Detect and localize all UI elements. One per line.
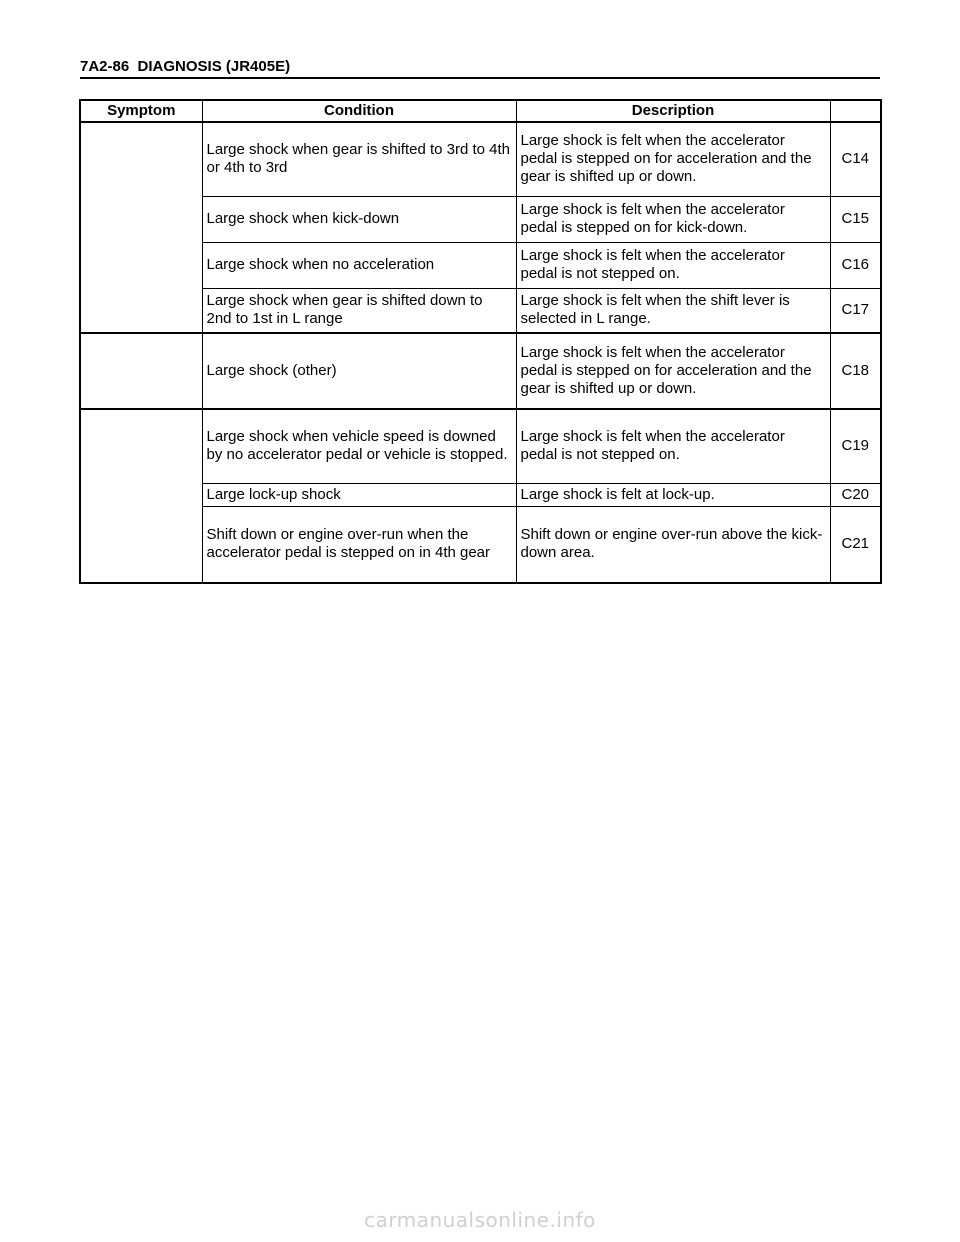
symptom-cell	[80, 409, 202, 583]
condition-cell: Large shock when gear is shifted to 3rd to 4th or 4th to 3rd	[202, 122, 516, 196]
description-cell: Large shock is felt when the accelerator pedal is not stepped on.	[516, 242, 830, 288]
code-cell: C21	[830, 506, 881, 583]
code-cell: C20	[830, 483, 881, 506]
code-cell: C16	[830, 242, 881, 288]
code-cell: C15	[830, 196, 881, 242]
description-cell: Large shock is felt when the accelerator pedal is stepped on for acceleration and the gear is shifted up or down.	[516, 122, 830, 196]
code-cell: C17	[830, 288, 881, 333]
condition-cell: Large shock when vehicle speed is downed by no accelerator pedal or vehicle is stopped.	[202, 409, 516, 483]
description-cell: Large shock is felt at lock-up.	[516, 483, 830, 506]
table-row	[80, 333, 881, 409]
column-header-condition: Condition	[202, 100, 516, 122]
column-header-symptom: Symptom	[80, 100, 202, 122]
table-row	[80, 409, 881, 483]
site-watermark: carmanualsonline.info	[364, 1208, 596, 1232]
description-cell: Shift down or engine over-run above the kick-down area.	[516, 506, 830, 583]
column-header-description: Description	[516, 100, 830, 122]
condition-cell: Large lock-up shock	[202, 483, 516, 506]
symptom-cell	[80, 122, 202, 333]
symptom-cell	[80, 333, 202, 409]
condition-cell: Large shock (other)	[202, 333, 516, 409]
code-cell: C14	[830, 122, 881, 196]
condition-cell: Large shock when kick-down	[202, 196, 516, 242]
description-cell: Large shock is felt when the shift lever is selected in L range.	[516, 288, 830, 333]
diagnosis-table	[79, 99, 882, 584]
description-cell: Large shock is felt when the accelerator pedal is stepped on for kick-down.	[516, 196, 830, 242]
page-title: 7A2-86 DIAGNOSIS (JR405E)	[80, 58, 291, 75]
code-cell: C19	[830, 409, 881, 483]
code-cell: C18	[830, 333, 881, 409]
column-header-code	[830, 100, 881, 122]
condition-cell: Large shock when gear is shifted down to 2nd to 1st in L range	[202, 288, 516, 333]
condition-cell: Shift down or engine over-run when the accelerator pedal is stepped on in 4th gear	[202, 506, 516, 583]
description-cell: Large shock is felt when the accelerator pedal is not stepped on.	[516, 409, 830, 483]
condition-cell: Large shock when no acceleration	[202, 242, 516, 288]
page-header	[80, 58, 880, 79]
description-cell: Large shock is felt when the accelerator pedal is stepped on for acceleration and the gear is shifted up or down.	[516, 333, 830, 409]
table-row	[80, 122, 881, 196]
table-header-row	[80, 100, 881, 122]
